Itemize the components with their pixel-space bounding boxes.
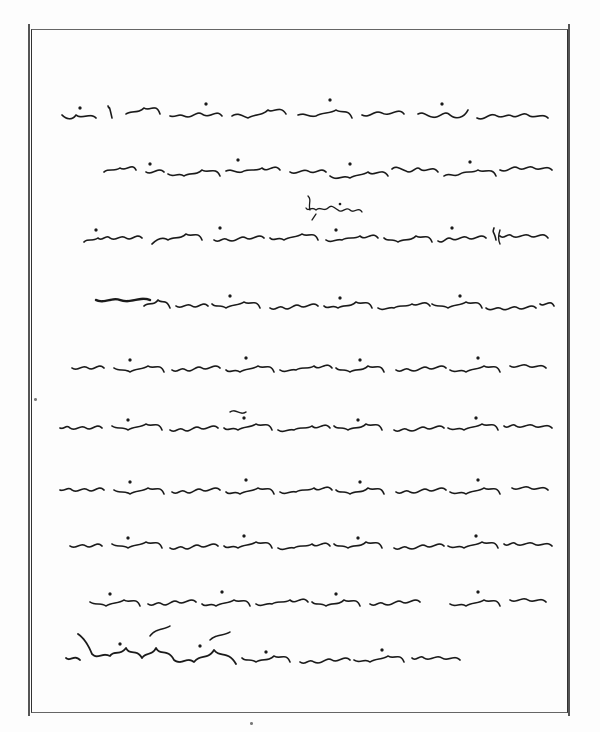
handwriting-line-6 <box>60 411 552 432</box>
strike-through <box>96 299 150 301</box>
interlinear-insertion <box>306 196 362 220</box>
handwriting-line-8 <box>70 534 552 549</box>
handwriting-line-3 <box>84 226 548 244</box>
handwriting-line-2 <box>104 158 552 178</box>
handwriting-line-9 <box>90 590 546 606</box>
signature <box>66 626 236 664</box>
handwriting-line-7 <box>60 478 548 494</box>
handwriting-line-10 <box>242 648 460 663</box>
handwriting-line-5 <box>72 356 546 372</box>
handwriting-line-1 <box>62 98 548 118</box>
handwriting-line-4 <box>96 294 554 309</box>
